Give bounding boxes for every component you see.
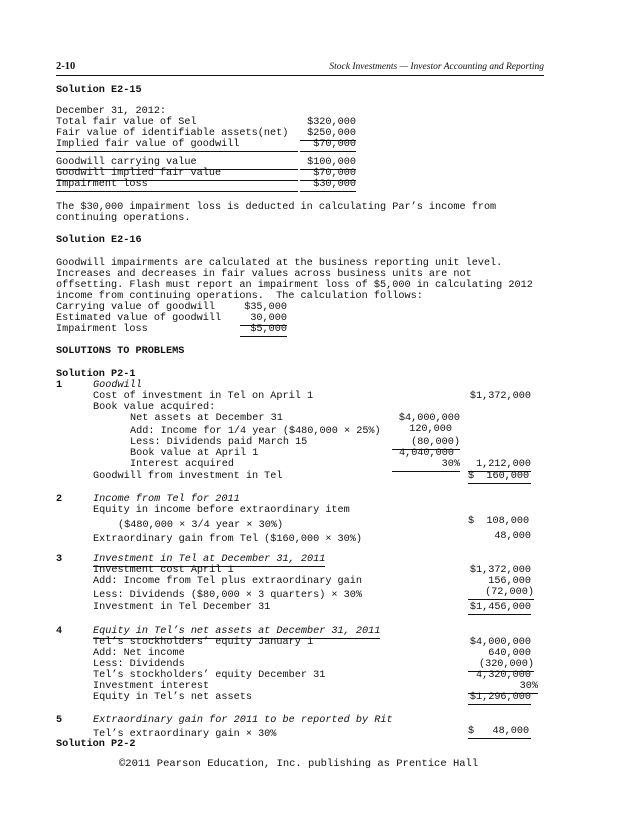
p2-1-row: Investment in Tel December 31 [93, 602, 271, 613]
p2-1-value: $1,372,000 [469, 391, 531, 402]
p2-1-value: $1,456,000 [469, 602, 531, 613]
p2-1-row: Book value acquired: [93, 402, 216, 413]
p2-1-value: $ 160,000 [468, 471, 530, 482]
section-title-p2-1: Solution P2-1 [56, 369, 136, 380]
item-number: 4 [56, 626, 63, 637]
solutions-heading: SOLUTIONS TO PROBLEMS [56, 346, 185, 357]
e2-15-row: Goodwill carrying value [56, 157, 298, 170]
item-number: 2 [56, 494, 63, 505]
item-heading: Extraordinary gain for 2011 to be reported by Rit [93, 715, 393, 726]
p2-1-value: $4,000,000 [398, 413, 460, 424]
e2-15-value: $30,000 [300, 179, 356, 192]
p2-1-row: ($480,000 × 3/4 year × 30%) [118, 520, 284, 531]
e2-15-value: $250,000 [300, 128, 356, 141]
page-number: 2-10 [56, 61, 76, 72]
e2-15-value: $100,000 [300, 157, 356, 170]
e2-15-row: Impairment loss [56, 179, 298, 192]
p2-1-row: Interest acquired [130, 459, 234, 470]
e2-15-value: $320,000 [307, 117, 356, 128]
running-title: Stock Investments — Investor Accounting and Reporting [329, 62, 544, 72]
p2-1-value: (80,000) [392, 437, 460, 450]
item-number: 3 [56, 554, 63, 565]
p2-1-value: 1,212,000 [468, 459, 531, 472]
p2-1-value: 48,000 [494, 531, 531, 542]
p2-1-value: $1,296,000 [469, 692, 531, 703]
e2-15-row: Goodwill implied fair value [56, 168, 298, 181]
p2-1-row: Add: Income for 1/4 year ($480,000 × 25%) [130, 426, 381, 437]
item-heading: Income from Tel for 2011 [93, 494, 240, 505]
p2-1-value: 156,000 [488, 576, 531, 587]
p2-1-row: Extraordinary gain from Tel ($160,000 × 30%) [93, 534, 362, 545]
e2-16-paragraph: offsetting. Flash must report an impairment loss of $5,000 in calculating 2012 [56, 280, 533, 291]
p2-1-row: Add: Net income [93, 648, 185, 659]
p2-1-row: Add: Income from Tel plus extraordinary gain [93, 576, 362, 587]
p2-1-row: Net assets at December 31 [130, 413, 283, 424]
e2-15-value: $70,000 [300, 168, 356, 181]
p2-1-row: Tel’s stockholders’ equity January 1 [93, 637, 314, 648]
p2-1-row: Equity in Tel’s net assets [93, 692, 252, 703]
item-number: 1 [56, 380, 63, 391]
item-heading: Equity in Tel’s net assets at December 31, 2011 [93, 626, 381, 637]
p2-1-value: 30% [468, 681, 538, 694]
e2-16-row: Impairment loss [56, 324, 148, 335]
e2-16-paragraph: income from continuing operations. The calculation follows: [56, 291, 423, 302]
p2-1-value: $ 48,000 [468, 726, 530, 737]
p2-1-row: Investment interest [93, 681, 210, 692]
e2-16-row: Estimated value of goodwill [56, 313, 222, 324]
item-heading: Goodwill [93, 380, 142, 391]
p2-1-value: $ 108,000 [468, 516, 530, 527]
p2-1-row: Tel’s extraordinary gain × 30% [93, 729, 277, 740]
e2-15-paragraph: The $30,000 impairment loss is deducted in calculating Par’s income from [56, 202, 497, 213]
p2-1-value: 640,000 [488, 648, 531, 659]
e2-16-paragraph: Increases and decreases in fair values across business units are not [56, 269, 472, 280]
e2-16-row: Carrying value of goodwill [56, 302, 215, 313]
e2-16-paragraph: Goodwill impairments are calculated at the business reporting unit level. [56, 258, 503, 269]
p2-1-value: $1,372,000 [469, 565, 531, 576]
section-title-e2-16: Solution E2-16 [56, 235, 142, 246]
e2-15-row: Implied fair value of goodwill [56, 139, 298, 152]
p2-1-row: Tel’s stockholders’ equity December 31 [93, 670, 326, 681]
p2-1-value: (320,000) [468, 659, 534, 672]
p2-1-row: Goodwill from investment in Tel [93, 471, 283, 482]
p2-1-value: (72,000) [468, 587, 534, 600]
p2-1-value: 4,040,000 [398, 448, 454, 459]
p2-1-row: Investment cost April 1 [93, 565, 234, 576]
p2-1-value: 120,000 [409, 424, 452, 435]
e2-15-paragraph: continuing operations. [56, 213, 191, 224]
p2-1-row: Cost of investment in Tel on April 1 [93, 391, 314, 402]
item-heading: Investment in Tel at December 31, 2011 [93, 554, 326, 565]
section-title-p2-2: Solution P2-2 [56, 739, 136, 750]
item-number: 5 [56, 715, 63, 726]
p2-1-value: 4,320,000 [475, 670, 531, 681]
e2-16-value: $35,000 [244, 302, 287, 313]
e2-15-date: December 31, 2012: [56, 106, 167, 117]
p2-1-row: Less: Dividends [93, 659, 185, 670]
p2-1-row: Equity in income before extraordinary item [93, 505, 350, 516]
p2-1-value: $4,000,000 [469, 637, 531, 648]
e2-15-value: $70,000 [300, 139, 356, 152]
e2-16-value: 30,000 [240, 313, 287, 326]
section-title-e2-15: Solution E2-15 [56, 85, 142, 96]
e2-15-row: Total fair value of Sel [56, 117, 197, 128]
p2-1-row: Less: Dividends ($80,000 × 3 quarters) × 30% [93, 590, 362, 601]
header-rule [56, 75, 544, 76]
e2-16-value: $5,000 [240, 324, 287, 337]
copyright-footer: ©2011 Pearson Education, Inc. publishing as Prentice Hall [119, 758, 479, 770]
p2-1-row: Less: Dividends paid March 15 [130, 437, 308, 448]
e2-15-row: Fair value of identifiable assets(net) [56, 128, 289, 139]
p2-1-row: Book value at April 1 [130, 448, 259, 459]
p2-1-value: 30% [392, 459, 460, 472]
